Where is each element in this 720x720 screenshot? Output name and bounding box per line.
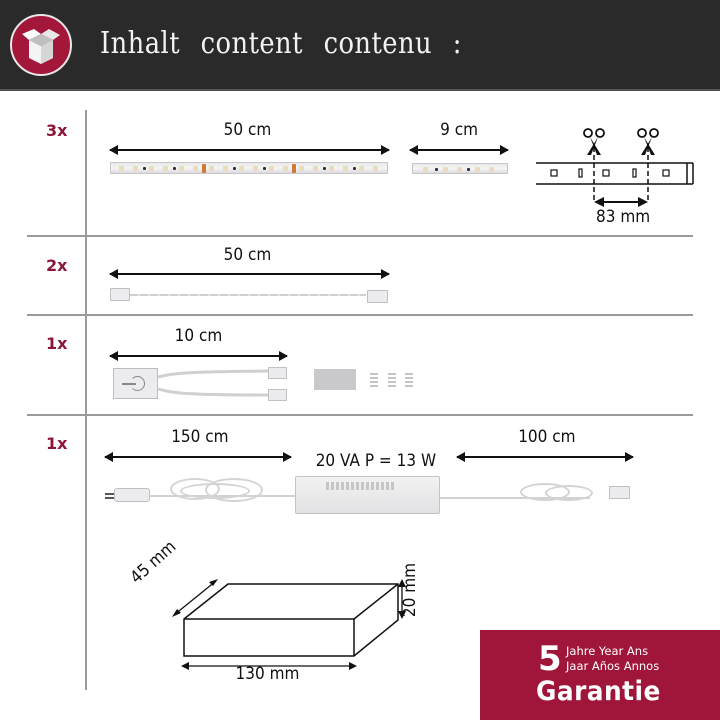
dimension-label: 10 cm	[174, 326, 223, 346]
row-divider	[27, 314, 693, 316]
dimension-arrow	[110, 273, 389, 275]
dimension-arrow	[110, 149, 389, 151]
connector-plug	[268, 389, 287, 401]
box-depth-label: 45 mm	[126, 536, 181, 588]
dimension-label: 150 cm	[171, 427, 229, 447]
guarantee-badge	[480, 630, 720, 720]
splitter-cables	[158, 367, 273, 399]
quantity-label: 1x	[46, 434, 68, 453]
connector-plug	[268, 367, 287, 379]
guarantee-line-2: Jaar Años Annos	[566, 659, 660, 673]
row-divider	[27, 414, 693, 416]
dimension-arrow	[105, 456, 291, 458]
dimension-label: 83 mm	[596, 207, 651, 227]
dimension-arrow	[457, 456, 633, 458]
dimension-label: 50 cm	[223, 245, 272, 265]
box-height-label: 20 mm	[400, 562, 421, 618]
connector-clip	[388, 373, 396, 387]
guarantee-line-1: Jahre Year Ans	[566, 644, 649, 658]
quantity-label: 2x	[46, 256, 68, 275]
dimension-arrow	[410, 149, 508, 151]
guarantee-label: Garantie	[536, 676, 661, 707]
connector-clip	[370, 373, 378, 387]
header-divider	[0, 89, 720, 91]
dimension-label: 50 cm	[223, 120, 272, 140]
guarantee-years: 5	[538, 639, 562, 679]
dimension-label: 9 cm	[440, 120, 479, 140]
quantity-label: 1x	[46, 334, 68, 353]
open-box-icon	[10, 14, 72, 76]
dimension-arrow	[110, 355, 287, 357]
quantity-label: 3x	[46, 121, 68, 140]
touch-switch	[113, 368, 158, 399]
column-divider	[85, 110, 87, 690]
power-spec-label: 20 VA P = 13 W	[315, 451, 437, 471]
box-width-label: 130 mm	[235, 664, 300, 684]
connector-clip	[405, 373, 413, 387]
header-bar	[0, 0, 720, 90]
row-divider	[27, 235, 693, 237]
led-strip-short	[412, 163, 508, 174]
power-supply	[295, 476, 440, 514]
page-title: Inhalt content contenu :	[100, 26, 462, 61]
led-strip-long	[110, 162, 388, 174]
adhesive-tape	[314, 369, 356, 390]
dimension-label: 100 cm	[518, 427, 576, 447]
